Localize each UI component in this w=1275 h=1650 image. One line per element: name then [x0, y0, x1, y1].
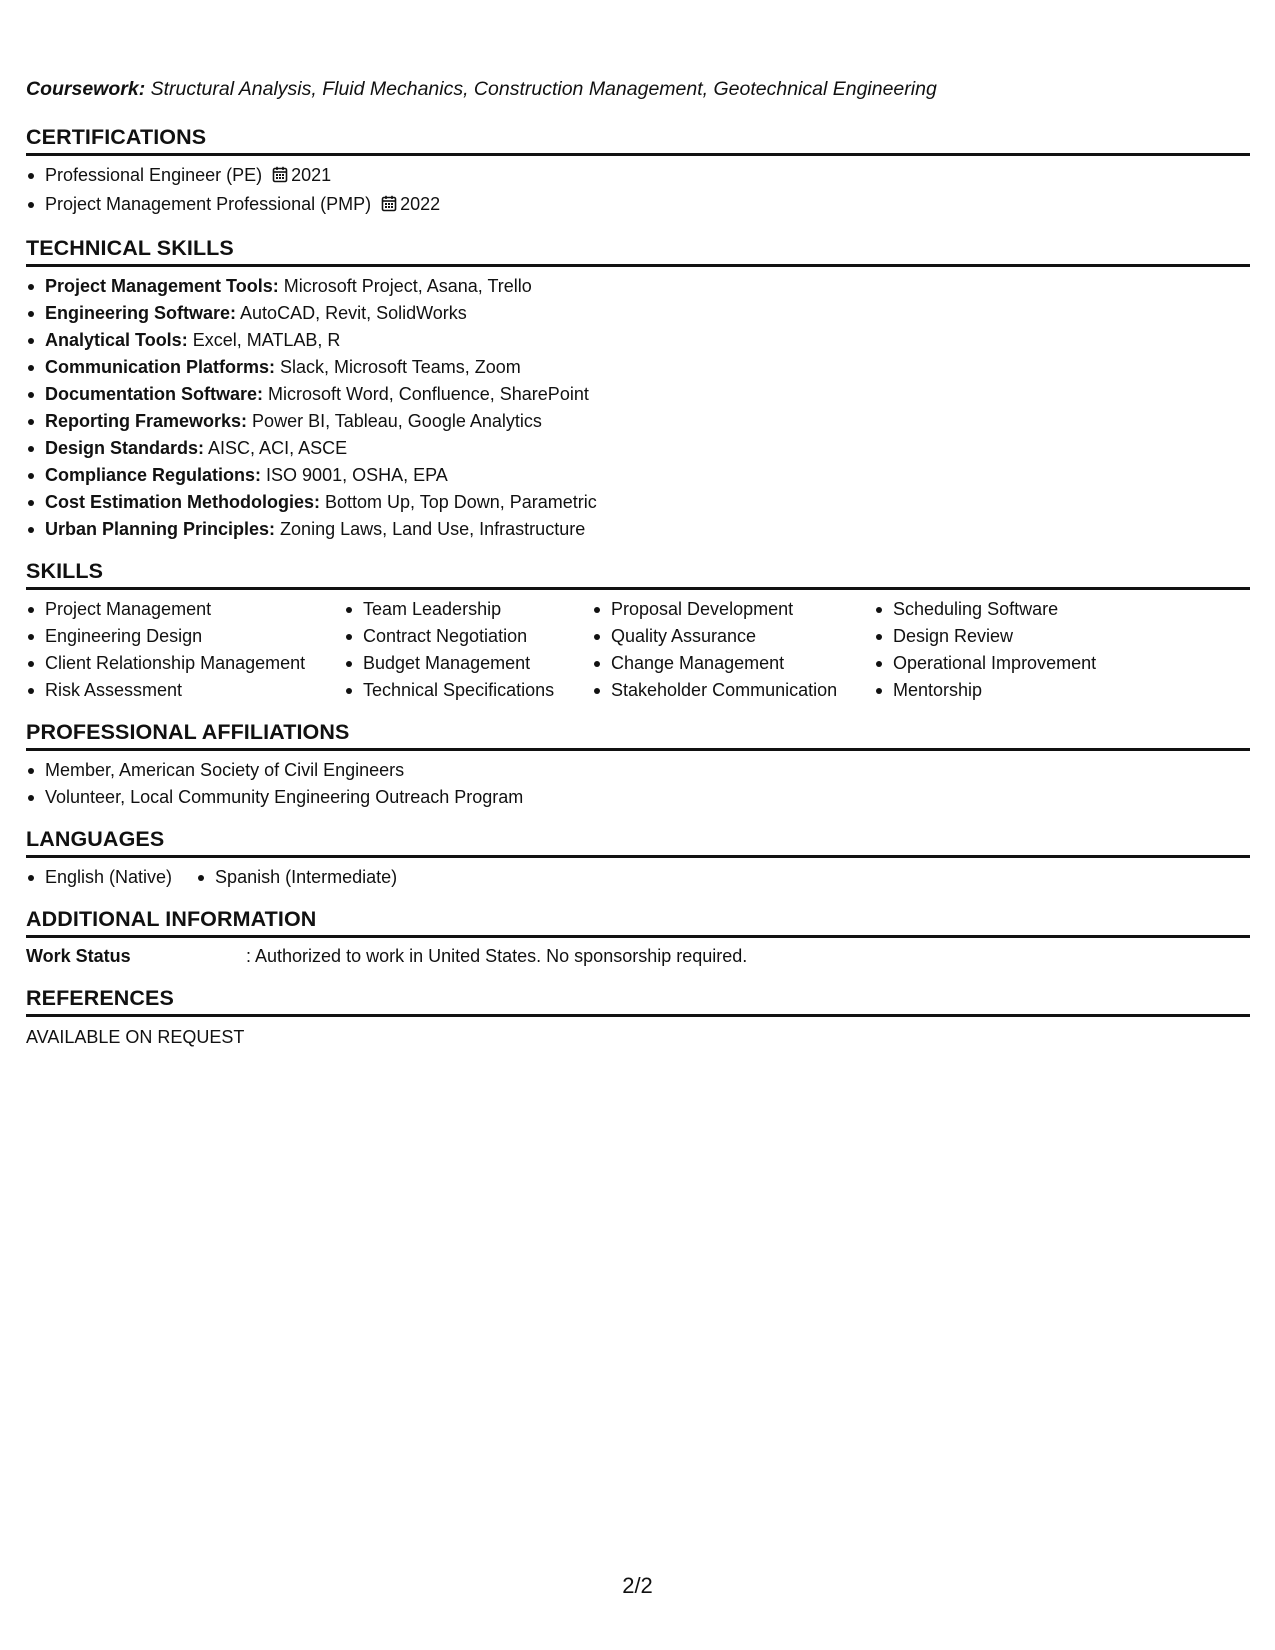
- references-text: AVAILABLE ON REQUEST: [26, 1027, 245, 1047]
- list-item: Stakeholder Communication: [592, 677, 874, 704]
- skill-category-label: Analytical Tools:: [45, 330, 188, 350]
- technical-skills-list: [26, 273, 1250, 543]
- list-item: [26, 354, 1250, 381]
- skill-category-value: Power BI, Tableau, Google Analytics: [247, 411, 542, 431]
- skill-category-value: Excel, MATLAB, R: [187, 330, 341, 350]
- skill-category-label: Project Management Tools:: [45, 276, 279, 296]
- skills-column: [344, 596, 592, 704]
- skill-category-value: Microsoft Project, Asana, Trello: [278, 276, 532, 296]
- languages-list: [26, 864, 1250, 891]
- affiliations-heading: PROFESSIONAL AFFILIATIONS: [26, 718, 1250, 751]
- list-item: Operational Improvement: [874, 650, 1134, 677]
- skill-category-label: Cost Estimation Methodologies:: [45, 492, 321, 512]
- list-item: Quality Assurance: [592, 623, 874, 650]
- skill-category-value: AISC, ACI, ASCE: [204, 438, 348, 458]
- work-status-label: Work Status: [26, 946, 131, 966]
- list-item: Volunteer, Local Community Engineering Outreach Program: [26, 784, 1250, 811]
- list-item: [26, 273, 1250, 300]
- certification-year: 2021: [291, 165, 332, 185]
- list-item: [26, 300, 1250, 327]
- skill-category-value: AutoCAD, Revit, SolidWorks: [236, 303, 467, 323]
- references-heading: REFERENCES: [26, 984, 1250, 1017]
- list-item: Design Review: [874, 623, 1134, 650]
- coursework-label: Coursework:: [26, 78, 146, 100]
- certification-name: Project Management Professional (PMP): [45, 194, 372, 214]
- skills-heading: SKILLS: [26, 557, 1250, 590]
- list-item: [26, 489, 1250, 516]
- certification-name: Professional Engineer (PE): [45, 165, 263, 185]
- list-item: Client Relationship Management: [26, 650, 344, 677]
- languages-section: [26, 825, 1250, 891]
- list-item: Scheduling Software: [874, 596, 1134, 623]
- technical-skills-section: [26, 234, 1250, 543]
- additional-info-heading: ADDITIONAL INFORMATION: [26, 905, 1250, 938]
- list-item: Change Management: [592, 650, 874, 677]
- list-item: [26, 462, 1250, 489]
- skill-category-value: Zoning Laws, Land Use, Infrastructure: [275, 519, 586, 539]
- affiliations-list: [26, 757, 1250, 811]
- technical-skills-heading: TECHNICAL SKILLS: [26, 234, 1250, 267]
- list-item: [26, 381, 1250, 408]
- list-item: [26, 435, 1250, 462]
- work-status-value: : Authorized to work in United States. No sponsorship required.: [246, 946, 748, 966]
- skills-section: [26, 557, 1250, 704]
- list-item: [26, 516, 1250, 543]
- skill-category-value: Microsoft Word, Confluence, SharePoint: [263, 384, 589, 404]
- list-item: Engineering Design: [26, 623, 344, 650]
- coursework-text: Structural Analysis, Fluid Mechanics, Construction Management, Geotechnical Engineering: [145, 78, 937, 100]
- list-item: Technical Specifications: [344, 677, 592, 704]
- skill-category-label: Engineering Software:: [45, 303, 237, 323]
- resume-page: [26, 76, 1250, 1065]
- skill-category-value: Bottom Up, Top Down, Parametric: [320, 492, 597, 512]
- skill-category-value: ISO 9001, OSHA, EPA: [261, 465, 448, 485]
- list-item: Proposal Development: [592, 596, 874, 623]
- skill-category-label: Reporting Frameworks:: [45, 411, 248, 431]
- skills-grid: [26, 596, 1250, 704]
- affiliations-section: [26, 718, 1250, 811]
- skill-category-value: Slack, Microsoft Teams, Zoom: [275, 357, 521, 377]
- certification-year: 2022: [400, 194, 441, 214]
- references-section: [26, 984, 1250, 1051]
- coursework-line: [26, 76, 1250, 102]
- list-item: Mentorship: [874, 677, 1134, 704]
- list-item: English (Native): [26, 864, 172, 891]
- skill-category-label: Urban Planning Principles:: [45, 519, 276, 539]
- skill-category-label: Compliance Regulations:: [45, 465, 262, 485]
- certifications-heading: CERTIFICATIONS: [26, 123, 1250, 156]
- certifications-section: [26, 123, 1250, 220]
- additional-info-section: [26, 905, 1250, 970]
- list-item: Member, American Society of Civil Engineers: [26, 757, 1250, 784]
- page-number: 2/2: [622, 1573, 653, 1598]
- list-item: [26, 191, 1250, 220]
- certifications-list: [26, 162, 1250, 220]
- skills-column: [874, 596, 1134, 704]
- skills-column: [26, 596, 344, 704]
- skills-column: [592, 596, 874, 704]
- list-item: Project Management: [26, 596, 344, 623]
- list-item: Budget Management: [344, 650, 592, 677]
- work-status-row: [26, 943, 1250, 970]
- skill-category-label: Documentation Software:: [45, 384, 264, 404]
- list-item: Risk Assessment: [26, 677, 344, 704]
- languages-items: [26, 864, 421, 891]
- calendar-icon: [272, 164, 288, 191]
- calendar-icon: [381, 193, 397, 220]
- list-item: [26, 408, 1250, 435]
- list-item: Spanish (Intermediate): [196, 864, 397, 891]
- list-item: Team Leadership: [344, 596, 592, 623]
- list-item: [26, 162, 1250, 191]
- languages-heading: LANGUAGES: [26, 825, 1250, 858]
- list-item: [26, 327, 1250, 354]
- list-item: Contract Negotiation: [344, 623, 592, 650]
- skill-category-label: Communication Platforms:: [45, 357, 276, 377]
- skill-category-label: Design Standards:: [45, 438, 205, 458]
